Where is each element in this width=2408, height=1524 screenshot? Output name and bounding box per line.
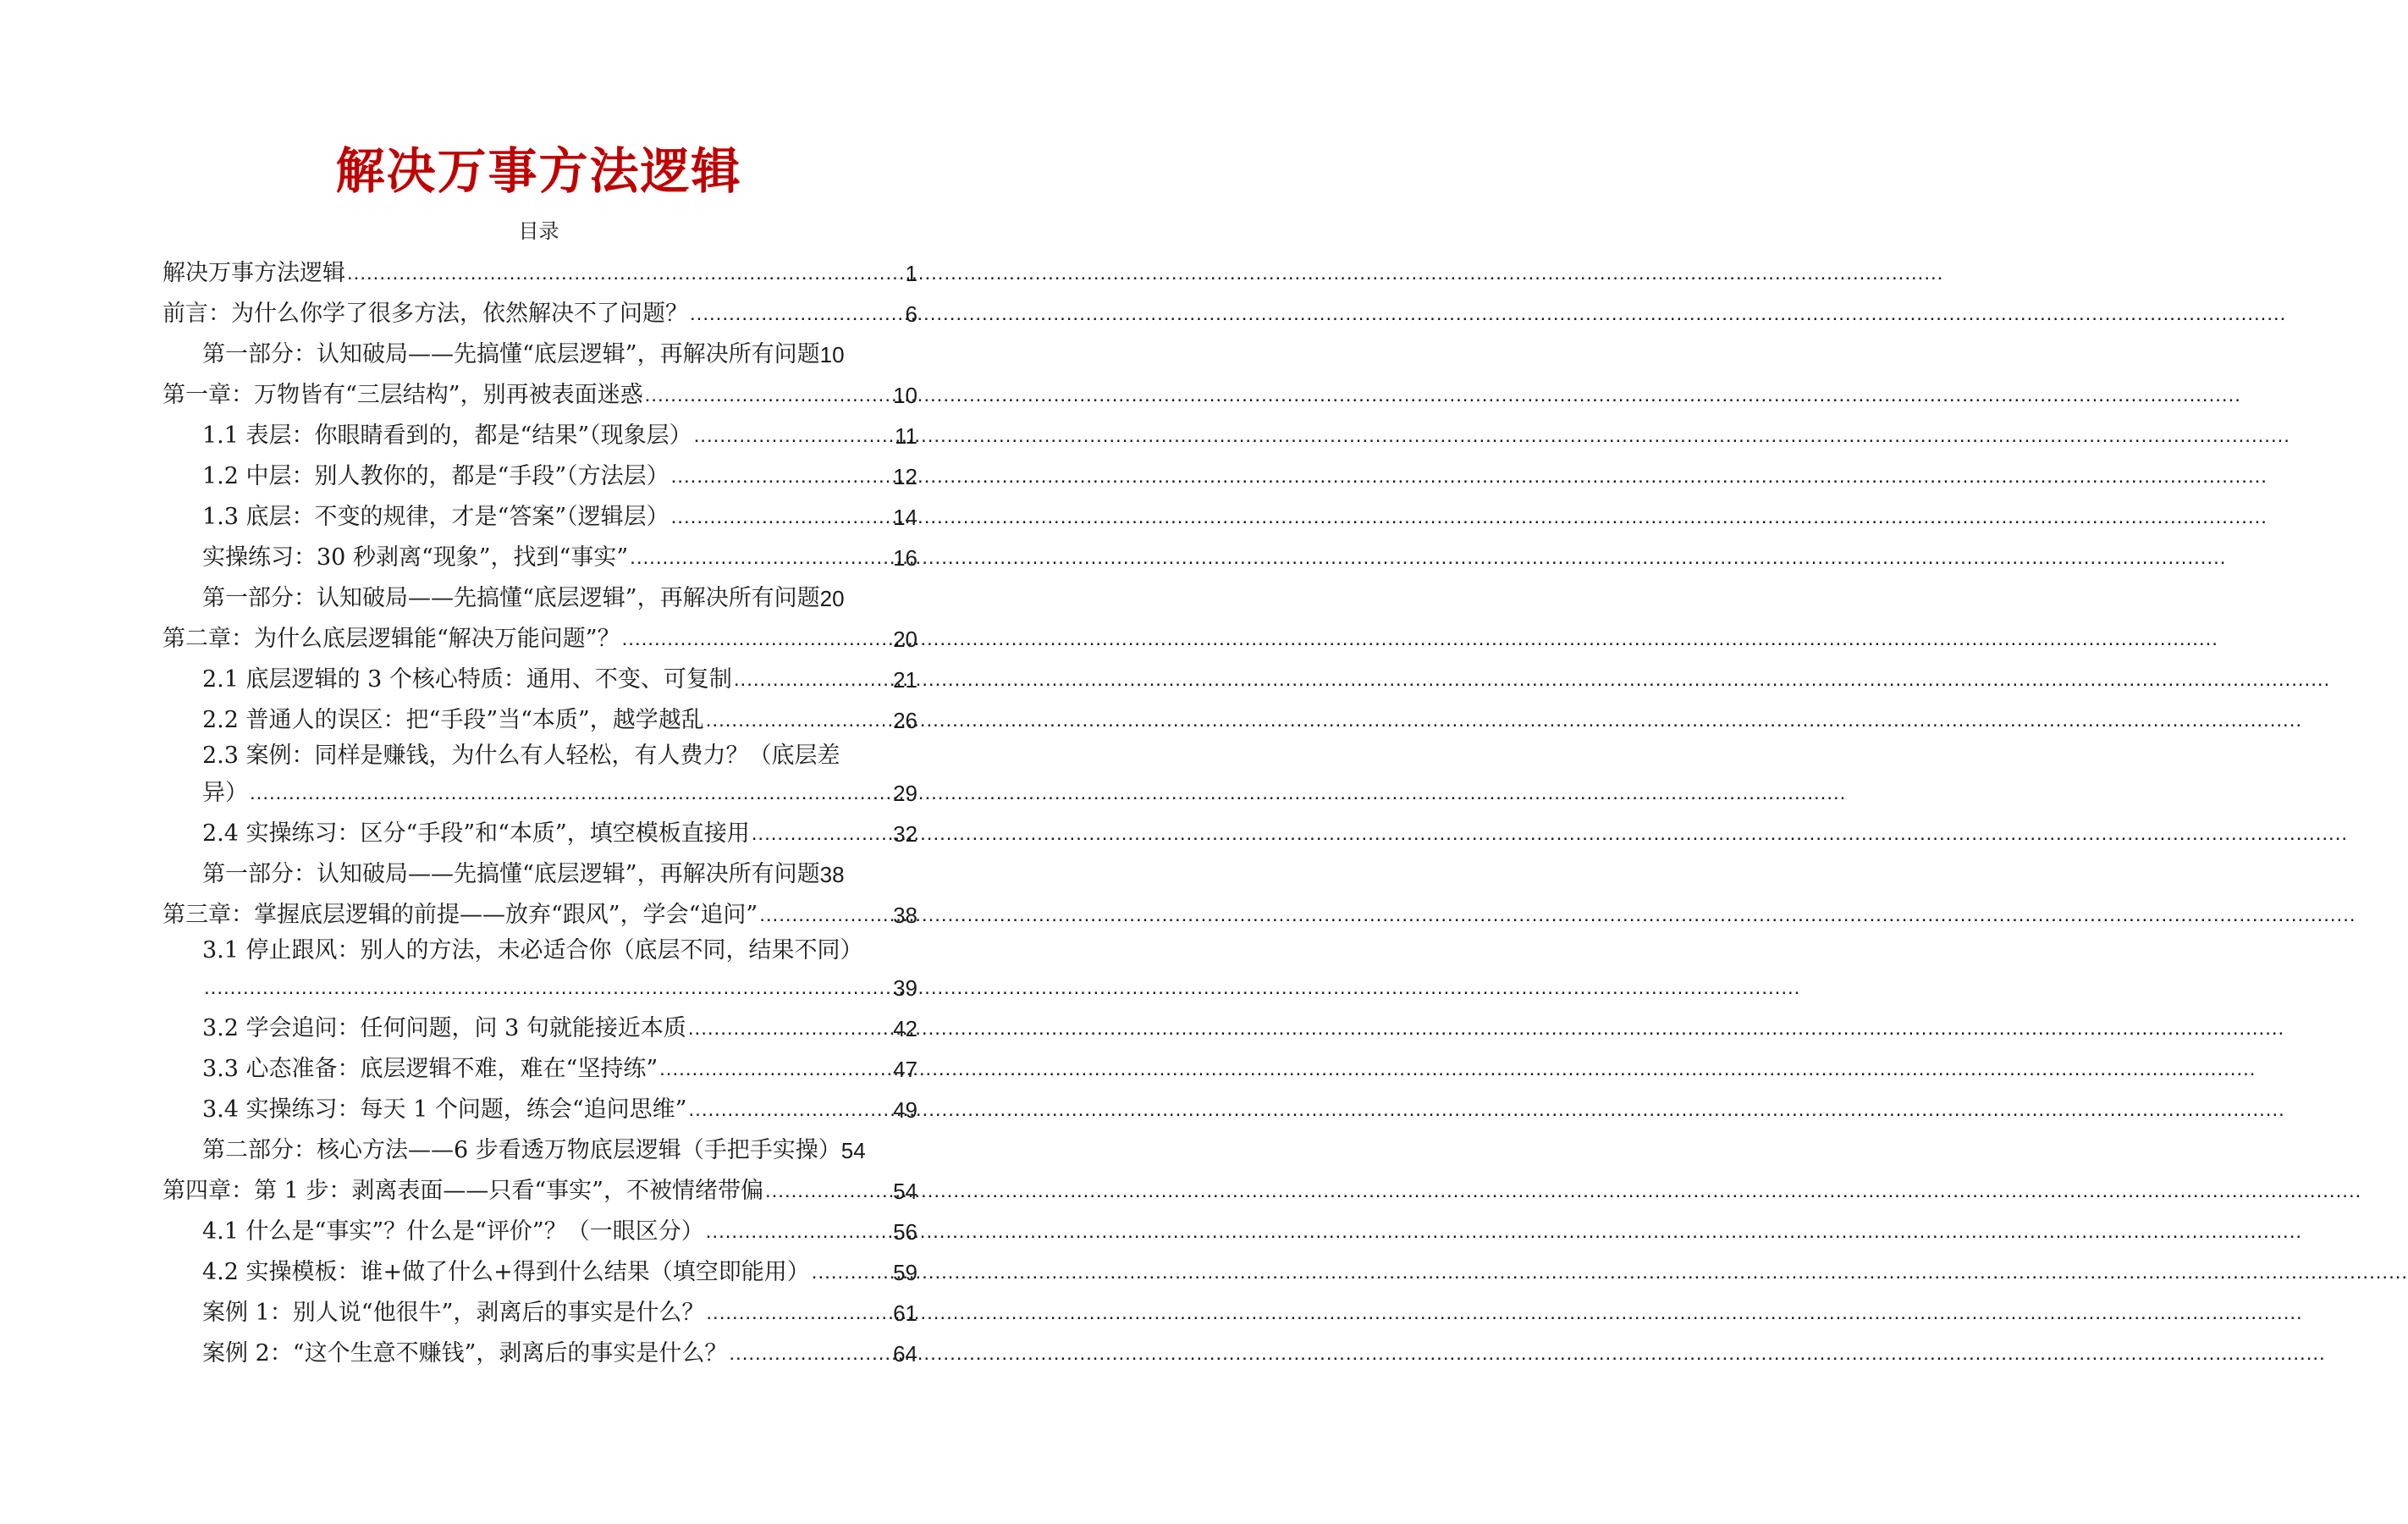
- document-title: 解决万事方法逻辑: [335, 142, 742, 200]
- toc-page-number: 29: [893, 781, 917, 806]
- toc-page-number: 11: [895, 423, 917, 449]
- toc-entry[interactable]: 2.2 普通人的误区：把“手段”当“本质”，越学越乱 ..... 26: [163, 697, 917, 737]
- toc-page-number: 49: [893, 1097, 917, 1123]
- toc-page-number: 6: [905, 301, 917, 327]
- toc-page-number: 26: [893, 708, 917, 733]
- toc-page-number: 20: [893, 627, 917, 652]
- toc-entry[interactable]: 1.2 中层：别人教你的，都是“手段”（方法层） ..... 12: [163, 453, 917, 494]
- toc-entry[interactable]: 第二章：为什么底层逻辑能“解决万能问题”？ ..... 20: [163, 616, 917, 656]
- toc-page-number: 54: [840, 1138, 866, 1163]
- toc-page-number: 10: [893, 383, 917, 408]
- toc-page-number: 16: [893, 545, 917, 571]
- toc-entry[interactable]: 前言：为什么你学了很多方法，依然解决不了问题？ ..... 6: [163, 290, 917, 331]
- toc-entry[interactable]: 实操练习：30 秒剥离“现象”，找到“事实” ..... 16: [163, 534, 917, 575]
- toc-page-number: 10: [819, 342, 845, 367]
- table-of-contents: [163, 250, 917, 1371]
- toc-entry[interactable]: 第二部分：核心方法——6 步看透万物底层逻辑（手把手实操） 54: [163, 1127, 917, 1168]
- toc-page-number: 47: [893, 1057, 917, 1082]
- toc-entry[interactable]: 第一部分：认知破局——先搞懂“底层逻辑”，再解决所有问题 10: [163, 331, 917, 372]
- toc-entry[interactable]: 第四章：第 1 步：剥离表面——只看“事实”，不被情绪带偏 ..... 54: [163, 1168, 917, 1208]
- toc-entry[interactable]: 1.3 底层：不变的规律，才是“答案”（逻辑层） ..... 14: [163, 494, 917, 534]
- document-page: [0, 0, 1077, 1524]
- toc-page-number: 56: [893, 1219, 917, 1245]
- toc-page-number: 54: [893, 1179, 917, 1204]
- toc-entry[interactable]: 3.3 心态准备：底层逻辑不难，难在“坚持练” ..... 47: [163, 1046, 917, 1086]
- toc-entry[interactable]: 案例 1：别人说“他很牛”，剥离后的事实是什么？ ..... 61: [163, 1289, 917, 1330]
- toc-entry[interactable]: 2.4 实操练习：区分“手段”和“本质”，填空模板直接用 ..... 32: [163, 810, 917, 851]
- toc-page-number: 64: [893, 1341, 917, 1367]
- toc-entry[interactable]: 解决万事方法逻辑 ..... 1: [163, 250, 917, 290]
- toc-page-number: 39: [893, 975, 917, 1001]
- toc-page-number: 20: [819, 586, 845, 611]
- toc-entry[interactable]: 1.1 表层：你眼睛看到的，都是“结果”（现象层） ..... 11: [163, 412, 917, 453]
- toc-page-number: 14: [893, 505, 917, 530]
- toc-entry-wrapped-line[interactable]: 3.1 停止跟风：别人的方法，未必适合你（底层不同，结果不同）: [202, 937, 863, 964]
- toc-entry[interactable]: 异） ..... 29: [163, 773, 917, 810]
- toc-page-number: 42: [893, 1016, 917, 1041]
- toc-page-number: 38: [819, 862, 845, 887]
- toc-entry[interactable]: 3.2 学会追问：任何问题，问 3 句就能接近本质 ..... 42: [163, 1005, 917, 1046]
- toc-entry[interactable]: 2.1 底层逻辑的 3 个核心特质：通用、不变、可复制 ..... 21: [163, 656, 917, 697]
- toc-entry[interactable]: 第一部分：认知破局——先搞懂“底层逻辑”，再解决所有问题 38: [163, 851, 917, 892]
- toc-page-number: 38: [893, 903, 917, 928]
- toc-entry[interactable]: 案例 2：“这个生意不赚钱”，剥离后的事实是什么？ ..... 64: [163, 1330, 917, 1371]
- toc-page-number: 61: [893, 1300, 917, 1326]
- toc-entry-wrapped-line[interactable]: 2.3 案例：同样是赚钱，为什么有人轻松，有人费力？（底层差: [202, 743, 840, 769]
- toc-page-number: 1: [905, 261, 917, 286]
- toc-page-number: 32: [893, 821, 917, 847]
- toc-entry[interactable]: 3.4 实操练习：每天 1 个问题，练会“追问思维” ..... 49: [163, 1086, 917, 1127]
- toc-page-number: 21: [893, 667, 917, 693]
- toc-entry[interactable]: 第一部分：认知破局——先搞懂“底层逻辑”，再解决所有问题 20: [163, 575, 917, 616]
- toc-page-number: 12: [893, 464, 917, 489]
- toc-entry[interactable]: 第三章：掌握底层逻辑的前提——放弃“跟风”，学会“追问” ..... 38: [163, 892, 917, 932]
- toc-entry[interactable]: 第一章：万物皆有“三层结构”，别再被表面迷惑 ..... 10: [163, 372, 917, 412]
- toc-page-number: 59: [893, 1260, 917, 1285]
- toc-entry[interactable]: 4.2 实操模板：谁+做了什么+得到什么结果（填空即能用） ..... 59: [163, 1249, 917, 1289]
- toc-entry[interactable]: 4.1 什么是“事实”？什么是“评价”？（一眼区分） ..... 56: [163, 1208, 917, 1249]
- toc-heading: 目录: [518, 219, 559, 243]
- toc-entry[interactable]: [163, 968, 917, 1005]
